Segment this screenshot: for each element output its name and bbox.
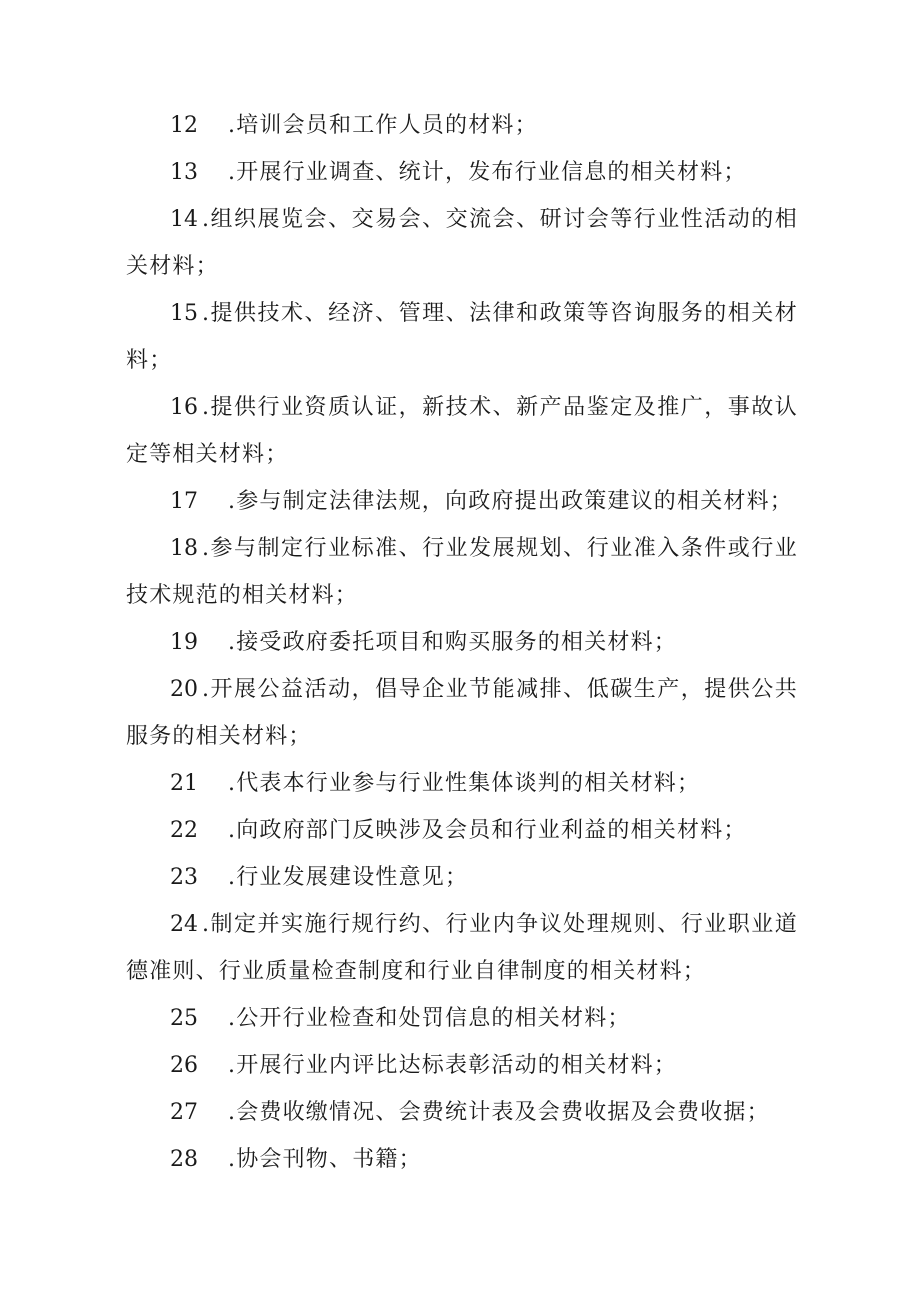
item-text: .会费收缴情况、会费统计表及会费收据及会费收据； (228, 1100, 770, 1125)
item-number: 27 (170, 1100, 198, 1125)
item-number: 17 (170, 489, 198, 514)
list-item-15 (126, 290, 798, 384)
list-item-18 (126, 525, 798, 619)
item-text: .提供技术、经济、管理、法律和政策等咨询服务的相关材料； (126, 301, 798, 373)
list-item-16 (126, 384, 798, 478)
list-item-27 (126, 1089, 798, 1136)
item-text: .制定并实施行规行约、行业内争议处理规则、行业职业道德准则、行业质量检查制度和行业自律制度的相关材料； (126, 912, 798, 984)
item-text: .参与制定法律法规，向政府提出政策建议的相关材料； (228, 489, 793, 514)
list-item-17 (126, 478, 798, 525)
item-number: 19 (170, 630, 198, 655)
item-text: .开展行业内评比达标表彰活动的相关材料； (228, 1053, 677, 1078)
item-text: .组织展览会、交易会、交流会、研讨会等行业性活动的相关材料； (126, 207, 798, 279)
list-item-21 (126, 760, 798, 807)
item-text: .培训会员和工作人员的材料； (228, 113, 538, 138)
item-number: 23 (170, 865, 198, 890)
list-item-19 (126, 619, 798, 666)
item-number: 15 (170, 301, 198, 326)
item-number: 21 (170, 771, 198, 796)
item-text: .开展公益活动，倡导企业节能减排、低碳生产，提供公共服务的相关材料； (126, 677, 798, 749)
item-number: 12 (170, 113, 198, 138)
list-item-28 (126, 1136, 798, 1183)
item-number: 22 (170, 818, 198, 843)
item-text: .向政府部门反映涉及会员和行业利益的相关材料； (228, 818, 747, 843)
list-item-26 (126, 1042, 798, 1089)
item-text: .代表本行业参与行业性集体谈判的相关材料； (228, 771, 701, 796)
list-item-20 (126, 666, 798, 760)
item-number: 20 (170, 677, 198, 702)
list-item-14 (126, 196, 798, 290)
item-text: .接受政府委托项目和购买服务的相关材料； (228, 630, 677, 655)
item-text: .行业发展建设性意见； (228, 865, 469, 890)
item-text: .开展行业调查、统计，发布行业信息的相关材料； (228, 160, 747, 185)
item-number: 13 (170, 160, 198, 185)
list-item-12 (126, 102, 798, 149)
item-number: 14 (170, 207, 198, 232)
item-number: 28 (170, 1147, 198, 1172)
item-number: 24 (170, 912, 198, 937)
item-number: 16 (170, 395, 198, 420)
list-item-22 (126, 807, 798, 854)
list-item-23 (126, 854, 798, 901)
item-number: 26 (170, 1053, 198, 1078)
item-text: .协会刊物、书籍； (228, 1147, 422, 1172)
item-number: 18 (170, 536, 198, 561)
document-body (126, 102, 798, 1183)
list-item-25 (126, 995, 798, 1042)
item-number: 25 (170, 1006, 198, 1031)
list-item-24 (126, 901, 798, 995)
item-text: .参与制定行业标准、行业发展规划、行业准入条件或行业技术规范的相关材料； (126, 536, 798, 608)
item-text: .提供行业资质认证，新技术、新产品鉴定及推广，事故认定等相关材料； (126, 395, 798, 467)
item-text: .公开行业检查和处罚信息的相关材料； (228, 1006, 631, 1031)
list-item-13 (126, 149, 798, 196)
